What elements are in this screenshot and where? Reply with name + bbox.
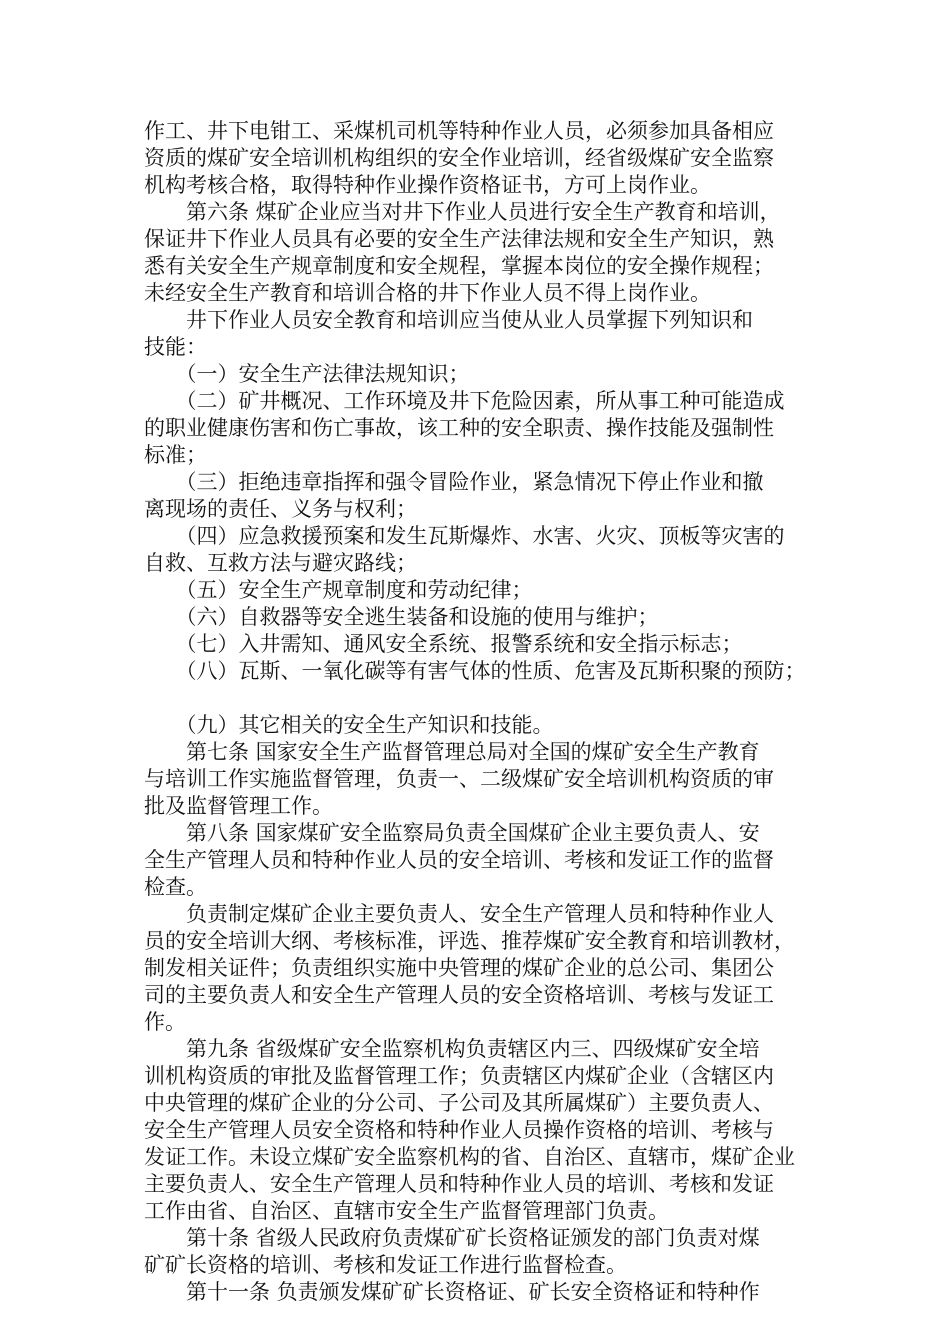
list-item-8: （八）瓦斯、一氧化碳等有害气体的性质、危害及瓦斯积聚的预防； [144, 659, 806, 683]
text-line: 负责制定煤矿企业主要负责人、安全生产管理人员和特种作业人 [144, 902, 774, 926]
text-line: 员的安全培训大纲、考核标准，评选、推荐煤矿安全教育和培训教材， [144, 929, 795, 953]
text-line: 司的主要负责人和安全生产管理人员的安全资格培训、考核与发证工 [144, 983, 774, 1007]
text-line: 的职业健康伤害和伤亡事故，该工种的安全职责、操作技能及强制性 [144, 416, 774, 440]
text-line: 制发相关证件；负责组织实施中央管理的煤矿企业的总公司、集团公 [144, 956, 774, 980]
article-9-heading-line: 第九条 省级煤矿安全监察机构负责辖区内三、四级煤矿安全培 [144, 1037, 760, 1061]
text-line: 工作由省、自治区、直辖市安全生产监督管理部门负责。 [144, 1199, 669, 1223]
text-line: 与培训工作实施监督管理，负责一、二级煤矿安全培训机构资质的审 [144, 767, 774, 791]
text-line: 批及监督管理工作。 [144, 794, 333, 818]
text-line: 发证工作。未设立煤矿安全监察机构的省、自治区、直辖市，煤矿企业 [144, 1145, 795, 1169]
document-body [144, 118, 824, 1306]
text-line: 作工、井下电钳工、采煤机司机等特种作业人员，必须参加具备相应 [144, 119, 774, 143]
list-item-2: （二）矿井概况、工作环境及井下危险因素，所从事工种可能造成 [144, 389, 785, 413]
article-8-heading-line: 第八条 国家煤矿安全监察局负责全国煤矿企业主要负责人、安 [144, 821, 760, 845]
text-line: 保证井下作业人员具有必要的安全生产法律法规和安全生产知识，熟 [144, 227, 774, 251]
text-line: 资质的煤矿安全培训机构组织的安全作业培训，经省级煤矿安全监察 [144, 146, 774, 170]
text-line: 作。 [144, 1010, 186, 1034]
text-line: 训机构资质的审批及监督管理工作；负责辖区内煤矿企业（含辖区内 [144, 1064, 774, 1088]
list-item-1: （一）安全生产法律法规知识； [144, 362, 470, 386]
text-line: 离现场的责任、义务与权利； [144, 497, 417, 521]
text-line: 未经安全生产教育和培训合格的井下作业人员不得上岗作业。 [144, 281, 711, 305]
list-item-9: （九）其它相关的安全生产知识和技能。 [144, 713, 554, 737]
article-10-heading-line: 第十条 省级人民政府负责煤矿矿长资格证颁发的部门负责对煤 [144, 1226, 760, 1250]
list-item-3: （三）拒绝违章指挥和强令冒险作业，紧急情况下停止作业和撤 [144, 470, 764, 494]
list-item-7: （七）入井需知、通风安全系统、报警系统和安全指示标志； [144, 632, 743, 656]
article-6-heading-line: 第六条 煤矿企业应当对井下作业人员进行安全生产教育和培训， [144, 200, 781, 224]
text-line: 安全生产管理人员安全资格和特种作业人员操作资格的培训、考核与 [144, 1118, 774, 1142]
text-line: 全生产管理人员和特种作业人员的安全培训、考核和发证工作的监督 [144, 848, 774, 872]
text-line: 主要负责人、安全生产管理人员和特种作业人员的培训、考核和发证 [144, 1172, 774, 1196]
list-item-6: （六）自救器等安全逃生装备和设施的使用与维护； [144, 605, 659, 629]
text-line: 悉有关安全生产规章制度和安全规程，掌握本岗位的安全操作规程； [144, 254, 774, 278]
blank-line [144, 685, 824, 712]
text-line: 技能： [144, 335, 207, 359]
text-line: 标准； [144, 443, 207, 467]
text-line: 自救、互救方法与避灾路线； [144, 551, 417, 575]
list-item-5: （五）安全生产规章制度和劳动纪律； [144, 578, 533, 602]
text-line: 中央管理的煤矿企业的分公司、子公司及其所属煤矿）主要负责人、 [144, 1091, 774, 1115]
article-11-heading-line: 第十一条 负责颁发煤矿矿长资格证、矿长安全资格证和特种作 [144, 1280, 760, 1304]
text-line: 矿矿长资格的培训、考核和发证工作进行监督检查。 [144, 1253, 627, 1277]
text-line: 检查。 [144, 875, 207, 899]
article-7-heading-line: 第七条 国家安全生产监督管理总局对全国的煤矿安全生产教育 [144, 740, 760, 764]
list-item-4: （四）应急救援预案和发生瓦斯爆炸、水害、火灾、顶板等灾害的 [144, 524, 785, 548]
text-line: 机构考核合格，取得特种作业操作资格证书，方可上岗作业。 [144, 173, 711, 197]
text-line: 井下作业人员安全教育和培训应当使从业人员掌握下列知识和 [144, 308, 753, 332]
